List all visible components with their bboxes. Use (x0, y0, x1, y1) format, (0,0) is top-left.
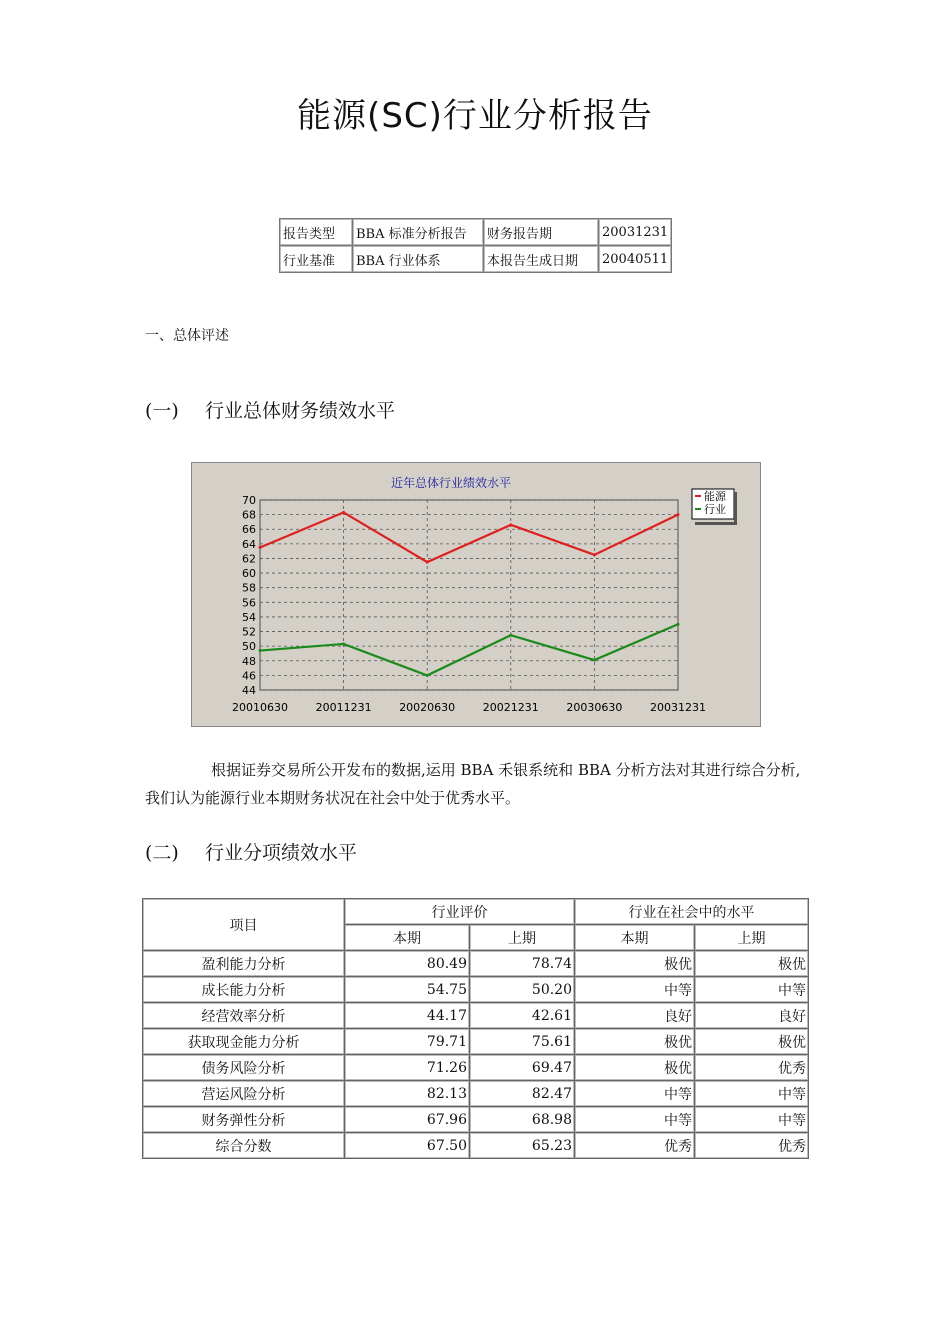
industry-previous: 50.20 (470, 977, 575, 1003)
data-point (342, 642, 345, 645)
society-current: 极优 (575, 1055, 695, 1081)
meta-label-generated-date: 本报告生成日期 (484, 246, 599, 273)
society-previous: 中等 (695, 1107, 809, 1133)
legend-label: 能源 (704, 490, 726, 503)
society-current: 极优 (575, 951, 695, 977)
y-tick-label: 70 (242, 494, 256, 507)
data-point (593, 553, 596, 556)
header-row (143, 899, 809, 925)
y-tick-label: 66 (242, 523, 256, 537)
x-tick-label: 20010630 (232, 701, 288, 714)
industry-current: 67.96 (345, 1107, 470, 1133)
society-previous: 中等 (695, 977, 809, 1003)
meta-value-generated-date: 20040511 (599, 246, 672, 273)
data-point (677, 513, 680, 516)
x-tick-label: 20021231 (482, 701, 539, 714)
y-tick-label: 56 (242, 596, 256, 610)
y-tick-label: 50 (242, 640, 256, 654)
industry-previous: 78.74 (470, 951, 575, 977)
item-name: 盈利能力分析 (143, 951, 345, 977)
data-point (342, 511, 345, 514)
data-point (509, 523, 512, 526)
data-point (509, 634, 512, 637)
industry-current: 71.26 (345, 1055, 470, 1081)
data-point (259, 546, 262, 549)
industry-previous: 69.47 (470, 1055, 575, 1081)
table-row (143, 1003, 809, 1029)
legend-label: 行业 (704, 503, 726, 516)
meta-value-period: 20031231 (599, 219, 672, 246)
industry-current: 67.50 (345, 1133, 470, 1159)
x-tick-label: 20020630 (399, 701, 456, 714)
item-name: 综合分数 (143, 1133, 345, 1159)
industry-current: 44.17 (345, 1003, 470, 1029)
society-previous: 极优 (695, 951, 809, 977)
header-society-level: 行业在社会中的水平 (575, 899, 809, 925)
subsection-number: (二) (145, 842, 179, 864)
society-previous: 优秀 (695, 1133, 809, 1159)
score-rows (143, 951, 809, 1159)
header-current: 本期 (345, 925, 470, 951)
industry-current: 54.75 (345, 977, 470, 1003)
item-name: 营运风险分析 (143, 1081, 345, 1107)
industry-previous: 82.47 (470, 1081, 575, 1107)
header-current: 本期 (575, 925, 695, 951)
report-title: 能源(SC)行业分析报告 (297, 96, 653, 136)
society-current: 极优 (575, 1029, 695, 1055)
subsection-number: (一) (145, 400, 179, 422)
item-name: 财务弹性分析 (143, 1107, 345, 1133)
industry-previous: 42.61 (470, 1003, 575, 1029)
item-name: 成长能力分析 (143, 977, 345, 1003)
y-tick-label: 62 (242, 552, 256, 566)
meta-value-report-type: BBA 标准分析报告 (353, 219, 484, 246)
data-point (677, 623, 680, 626)
y-tick-label: 44 (242, 684, 256, 697)
table-row (143, 977, 809, 1003)
meta-label-period: 财务报告期 (484, 219, 599, 246)
item-name: 经营效率分析 (143, 1003, 345, 1029)
meta-value-benchmark: BBA 行业体系 (353, 246, 484, 273)
industry-previous: 68.98 (470, 1107, 575, 1133)
section-heading-overview: 一、总体评述 (145, 328, 229, 344)
industry-previous: 65.23 (470, 1133, 575, 1159)
header-industry-rating: 行业评价 (345, 899, 575, 925)
x-tick-label: 20011231 (315, 701, 372, 714)
society-current: 良好 (575, 1003, 695, 1029)
data-point (426, 561, 429, 564)
society-current: 中等 (575, 1107, 695, 1133)
society-current: 中等 (575, 977, 695, 1003)
performance-chart (191, 462, 761, 727)
table-row (143, 1055, 809, 1081)
header-item: 项目 (143, 899, 345, 951)
y-tick-label: 54 (242, 610, 256, 624)
society-previous: 中等 (695, 1081, 809, 1107)
item-scores-table (142, 898, 809, 1159)
society-previous: 优秀 (695, 1055, 809, 1081)
meta-row (280, 219, 672, 246)
table-row (143, 951, 809, 977)
performance-chart-svg (192, 463, 760, 726)
header-previous: 上期 (470, 925, 575, 951)
society-previous: 良好 (695, 1003, 809, 1029)
y-tick-label: 52 (242, 625, 256, 639)
subsection-text: 行业总体财务绩效水平 (205, 400, 396, 422)
society-current: 优秀 (575, 1133, 695, 1159)
summary-paragraph: 根据证券交易所公开发布的数据,运用 BBA 禾银系统和 BBA 分析方法对其进行综合分析,我们认为能源行业本期财务状况在社会中处于优秀水平。 (145, 761, 801, 807)
subsection-text: 行业分项绩效水平 (205, 842, 358, 864)
legend-shadow (695, 522, 737, 525)
y-tick-label: 60 (242, 567, 256, 581)
data-point (593, 659, 596, 662)
x-tick-label: 20031231 (650, 701, 706, 714)
industry-current: 79.71 (345, 1029, 470, 1055)
data-point (426, 674, 429, 677)
meta-row (280, 246, 672, 273)
industry-previous: 75.61 (470, 1029, 575, 1055)
society-previous: 极优 (695, 1029, 809, 1055)
y-tick-label: 46 (242, 669, 256, 683)
y-tick-label: 68 (242, 508, 256, 522)
table-row (143, 1029, 809, 1055)
meta-label-report-type: 报告类型 (280, 219, 353, 246)
y-tick-label: 48 (242, 654, 256, 668)
meta-label-benchmark: 行业基准 (280, 246, 353, 273)
item-name: 获取现金能力分析 (143, 1029, 345, 1055)
industry-current: 80.49 (345, 951, 470, 977)
industry-current: 82.13 (345, 1081, 470, 1107)
data-point (259, 649, 262, 652)
table-row (143, 1107, 809, 1133)
x-tick-label: 20030630 (566, 701, 623, 714)
chart-title: 近年总体行业绩效水平 (390, 476, 512, 490)
table-row (143, 1081, 809, 1107)
y-tick-label: 58 (242, 581, 256, 595)
y-tick-label: 64 (242, 537, 256, 551)
plot-area (260, 500, 678, 690)
item-name: 债务风险分析 (143, 1055, 345, 1081)
legend-shadow (734, 492, 737, 522)
subsection-heading-1 (145, 396, 395, 423)
society-current: 中等 (575, 1081, 695, 1107)
report-meta-table (279, 218, 672, 273)
table-row (143, 1133, 809, 1159)
header-previous: 上期 (695, 925, 809, 951)
subsection-heading-2 (145, 838, 357, 865)
